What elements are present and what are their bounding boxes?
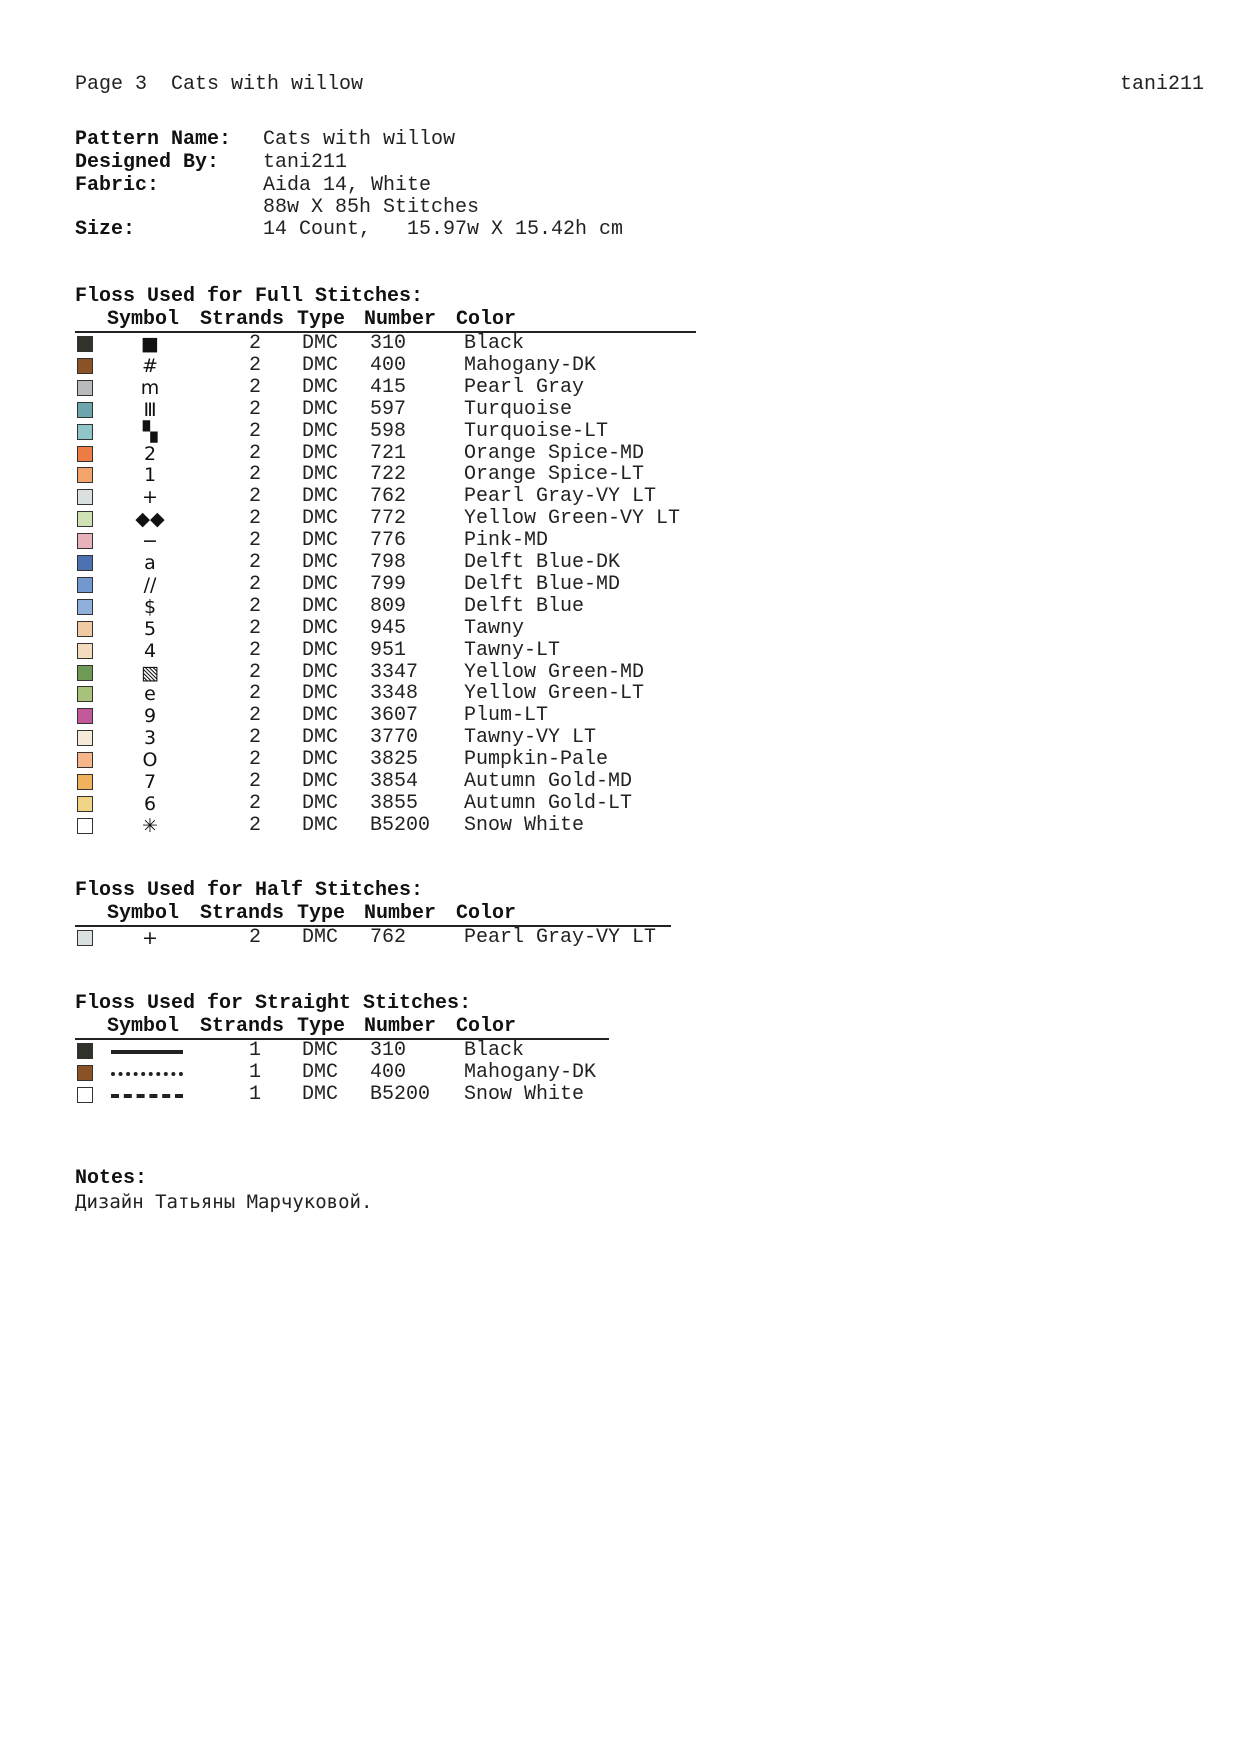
stitch-symbol: ✳ (142, 814, 158, 837)
color-swatch (77, 1065, 93, 1081)
type-value: DMC (302, 748, 339, 772)
type-value: DMC (302, 1039, 339, 1062)
strands-value: 2 (248, 551, 261, 574)
number-value: 597 (370, 397, 407, 421)
page-header-title: Page 3 Cats with willow (75, 73, 364, 96)
line-style-solid (111, 1050, 183, 1054)
color-name: Delft Blue-DK (464, 551, 621, 574)
stitch-symbol: 4 (143, 639, 157, 662)
number-value: 799 (370, 572, 407, 596)
number-value: 3347 (370, 660, 419, 684)
type-value: DMC (302, 1083, 339, 1106)
strands-value: 1 (248, 1039, 261, 1062)
col-strands: Strands (200, 902, 285, 925)
designed-by-value: tani211 (263, 151, 348, 174)
color-swatch (77, 511, 93, 527)
floss-row (75, 1040, 775, 1062)
floss-row (75, 552, 775, 574)
size-label: Size: (75, 218, 136, 241)
color-name: Tawny-LT (464, 638, 561, 662)
line-style-dotted (111, 1072, 183, 1076)
color-name: Yellow Green-LT (464, 682, 645, 706)
stitch-symbol: + (142, 927, 158, 949)
floss-row (75, 727, 775, 749)
col-symbol: Symbol (107, 902, 180, 925)
type-value: DMC (302, 551, 339, 574)
type-value: DMC (302, 638, 339, 662)
strands-value: 2 (248, 397, 261, 421)
type-value: DMC (302, 813, 339, 837)
color-name: Black (464, 1039, 525, 1062)
strands-value: 2 (248, 704, 261, 728)
color-name: Pumpkin-Pale (464, 748, 609, 772)
notes-text: Дизайн Татьяны Марчуковой. (75, 1191, 373, 1213)
number-value: 3855 (370, 791, 419, 815)
strands-value: 2 (248, 332, 261, 355)
stitch-symbol: 6 (143, 792, 157, 815)
color-name: Orange Spice-LT (464, 463, 645, 487)
type-value: DMC (302, 353, 339, 377)
color-name: Delft Blue-MD (464, 572, 621, 596)
strands-value: 2 (248, 682, 261, 706)
strands-value: 2 (248, 770, 261, 793)
full-stitches-title: Floss Used for Full Stitches: (75, 285, 424, 308)
col-strands: Strands (200, 308, 285, 331)
strands-value: 2 (248, 616, 261, 640)
number-value: 310 (370, 1039, 407, 1062)
number-value: 3348 (370, 682, 419, 706)
stitch-symbol: 5 (143, 617, 157, 640)
color-name: Pearl Gray (464, 375, 585, 399)
pattern-name-value: Cats with willow (263, 128, 456, 151)
color-swatch (77, 774, 93, 790)
stitch-symbol: ◆◆ (135, 508, 165, 531)
size-value: 14 Count, 15.97w X 15.42h cm (263, 218, 624, 241)
strands-value: 2 (248, 638, 261, 662)
strands-value: 1 (248, 1061, 261, 1084)
number-value: 3854 (370, 770, 419, 793)
type-value: DMC (302, 791, 339, 815)
color-name: Tawny (464, 616, 525, 640)
color-swatch (77, 533, 93, 549)
type-value: DMC (302, 682, 339, 706)
floss-row (75, 464, 775, 486)
col-color: Color (456, 902, 517, 925)
color-swatch (77, 752, 93, 768)
type-value: DMC (302, 485, 339, 509)
col-symbol: Symbol (107, 1015, 180, 1038)
floss-row (75, 705, 775, 727)
number-value: B5200 (370, 1083, 431, 1106)
number-value: 3825 (370, 748, 419, 772)
number-value: 3770 (370, 726, 419, 750)
half-stitches-title: Floss Used for Half Stitches: (75, 879, 424, 902)
strands-value: 2 (248, 726, 261, 750)
type-value: DMC (302, 770, 339, 793)
strands-value: 2 (248, 926, 261, 949)
type-value: DMC (302, 616, 339, 640)
strands-value: 2 (248, 660, 261, 684)
floss-row (75, 771, 775, 793)
strands-value: 2 (248, 419, 261, 443)
stitch-symbol: m (140, 376, 160, 399)
strands-value: 1 (248, 1083, 261, 1106)
designed-by-label: Designed By: (75, 151, 220, 174)
number-value: 762 (370, 926, 407, 949)
floss-row (75, 1084, 775, 1106)
color-name: Mahogany-DK (464, 353, 597, 377)
strands-value: 2 (248, 353, 261, 377)
col-type: Type (297, 902, 346, 925)
color-swatch (77, 577, 93, 593)
floss-row (75, 1062, 775, 1084)
number-value: 415 (370, 375, 407, 399)
stitch-symbol: Ⅲ (143, 398, 157, 421)
fabric-value: Aida 14, White (263, 174, 432, 197)
floss-row (75, 640, 775, 662)
number-value: 310 (370, 332, 407, 355)
floss-row (75, 355, 775, 377)
color-swatch (77, 930, 93, 946)
color-name: Snow White (464, 1083, 585, 1106)
strands-value: 2 (248, 594, 261, 618)
stitch-symbol: // (143, 573, 157, 596)
number-value: 400 (370, 353, 407, 377)
floss-row (75, 443, 775, 465)
number-value: 798 (370, 551, 407, 574)
strands-value: 2 (248, 463, 261, 487)
floss-row (75, 421, 775, 443)
floss-row (75, 662, 775, 684)
stitch-symbol: 2 (143, 442, 157, 465)
color-name: Tawny-VY LT (464, 726, 597, 750)
col-strands: Strands (200, 1015, 285, 1038)
number-value: 400 (370, 1061, 407, 1084)
color-swatch (77, 686, 93, 702)
type-value: DMC (302, 660, 339, 684)
col-color: Color (456, 308, 517, 331)
stitch-symbol: ▚ (142, 420, 158, 443)
type-value: DMC (302, 507, 339, 531)
stitch-symbol: − (142, 530, 158, 553)
number-value: B5200 (370, 813, 431, 837)
page-header-designer: tani211 (1120, 73, 1205, 96)
color-swatch (77, 336, 93, 352)
floss-row (75, 333, 775, 355)
type-value: DMC (302, 332, 339, 355)
type-value: DMC (302, 704, 339, 728)
strands-value: 2 (248, 375, 261, 399)
strands-value: 2 (248, 485, 261, 509)
color-swatch (77, 665, 93, 681)
type-value: DMC (302, 726, 339, 750)
floss-row (75, 377, 775, 399)
stitch-symbol: 7 (143, 771, 157, 793)
color-swatch (77, 708, 93, 724)
stitch-symbol: ■ (141, 333, 159, 355)
number-value: 776 (370, 529, 407, 553)
type-value: DMC (302, 375, 339, 399)
floss-row (75, 530, 775, 552)
stitch-symbol: $ (143, 595, 157, 618)
stitch-symbol: O (142, 749, 158, 772)
type-value: DMC (302, 529, 339, 553)
col-color: Color (456, 1015, 517, 1038)
color-swatch (77, 489, 93, 505)
color-name: Plum-LT (464, 704, 549, 728)
floss-row (75, 749, 775, 771)
number-value: 721 (370, 441, 407, 465)
color-swatch (77, 818, 93, 834)
color-swatch (77, 380, 93, 396)
floss-row (75, 683, 775, 705)
stitch-symbol: + (142, 486, 158, 509)
color-swatch (77, 446, 93, 462)
number-value: 598 (370, 419, 407, 443)
color-name: Turquoise-LT (464, 419, 609, 443)
color-swatch (77, 1087, 93, 1103)
color-swatch (77, 555, 93, 571)
line-style-dashed (111, 1094, 183, 1098)
color-swatch (77, 402, 93, 418)
strands-value: 2 (248, 572, 261, 596)
type-value: DMC (302, 463, 339, 487)
stitch-count: 88w X 85h Stitches (263, 196, 480, 219)
strands-value: 2 (248, 791, 261, 815)
color-name: Delft Blue (464, 594, 585, 618)
floss-row (75, 596, 775, 618)
color-name: Pearl Gray-VY LT (464, 926, 657, 949)
color-name: Orange Spice-MD (464, 441, 645, 465)
stitch-symbol: 1 (143, 464, 157, 487)
color-swatch (77, 1043, 93, 1059)
stitch-symbol: 9 (143, 705, 157, 728)
color-swatch (77, 730, 93, 746)
color-swatch (77, 424, 93, 440)
number-value: 772 (370, 507, 407, 531)
number-value: 762 (370, 485, 407, 509)
number-value: 3607 (370, 704, 419, 728)
floss-row (75, 927, 775, 949)
stitch-symbol: a (144, 552, 156, 574)
col-type: Type (297, 308, 346, 331)
fabric-label: Fabric: (75, 174, 160, 197)
color-name: Black (464, 332, 525, 355)
strands-value: 2 (248, 507, 261, 531)
pattern-name-label: Pattern Name: (75, 128, 232, 151)
strands-value: 2 (248, 748, 261, 772)
type-value: DMC (302, 1061, 339, 1084)
number-value: 945 (370, 616, 407, 640)
color-name: Yellow Green-MD (464, 660, 645, 684)
col-number: Number (364, 902, 437, 925)
color-name: Mahogany-DK (464, 1061, 597, 1084)
number-value: 951 (370, 638, 407, 662)
color-name: Autumn Gold-MD (464, 770, 633, 793)
stitch-symbol: # (142, 354, 158, 377)
color-swatch (77, 358, 93, 374)
stitch-symbol: e (144, 683, 156, 706)
color-name: Snow White (464, 813, 585, 837)
strands-value: 2 (248, 529, 261, 553)
color-name: Pink-MD (464, 529, 549, 553)
strands-value: 2 (248, 813, 261, 837)
floss-row (75, 399, 775, 421)
floss-row (75, 486, 775, 508)
number-value: 809 (370, 594, 407, 618)
color-swatch (77, 599, 93, 615)
color-swatch (77, 621, 93, 637)
floss-row (75, 508, 775, 530)
type-value: DMC (302, 926, 339, 949)
stitch-symbol: ▧ (141, 661, 159, 684)
floss-row (75, 574, 775, 596)
col-type: Type (297, 1015, 346, 1038)
color-name: Autumn Gold-LT (464, 791, 633, 815)
color-swatch (77, 643, 93, 659)
straight-stitches-title: Floss Used for Straight Stitches: (75, 992, 472, 1015)
type-value: DMC (302, 419, 339, 443)
color-swatch (77, 467, 93, 483)
type-value: DMC (302, 441, 339, 465)
notes-title: Notes: (75, 1167, 148, 1190)
col-number: Number (364, 1015, 437, 1038)
col-symbol: Symbol (107, 308, 180, 331)
floss-row (75, 815, 775, 837)
type-value: DMC (302, 594, 339, 618)
floss-row (75, 793, 775, 815)
col-number: Number (364, 308, 437, 331)
stitch-symbol: 3 (143, 727, 157, 750)
number-value: 722 (370, 463, 407, 487)
color-name: Turquoise (464, 397, 573, 421)
color-name: Pearl Gray-VY LT (464, 485, 657, 509)
strands-value: 2 (248, 441, 261, 465)
color-name: Yellow Green-VY LT (464, 507, 681, 531)
floss-row (75, 618, 775, 640)
type-value: DMC (302, 397, 339, 421)
type-value: DMC (302, 572, 339, 596)
color-swatch (77, 796, 93, 812)
